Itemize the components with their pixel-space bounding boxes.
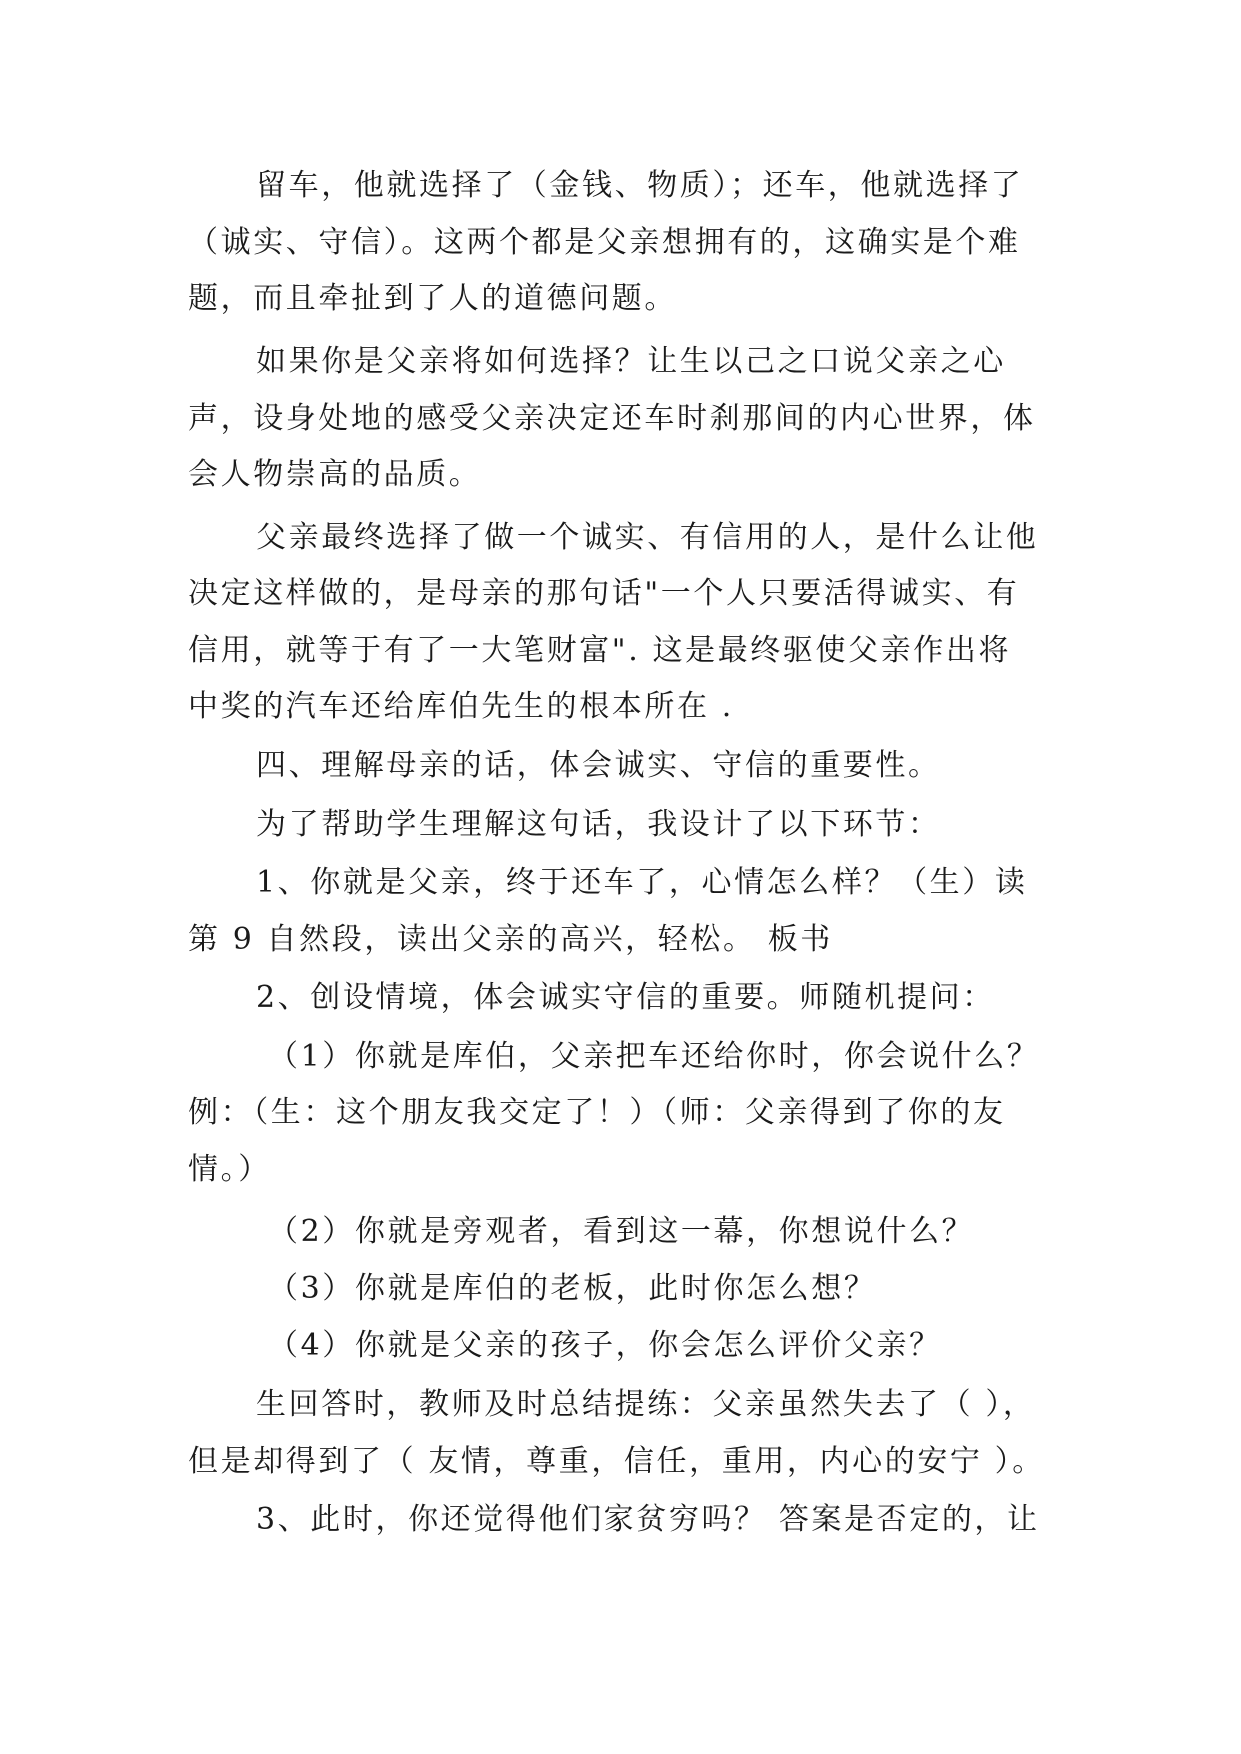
text-line: 中奖的汽车还给库伯先生的根本所在 . bbox=[188, 689, 734, 724]
text-line: （诚实、守信）。这两个都是父亲想拥有的，这确实是个难 bbox=[188, 225, 1021, 260]
list-item: （3）你就是库伯的老板，此时你怎么想？ bbox=[268, 1271, 877, 1306]
text-line: 决定这样做的，是母亲的那句话"一个人只要活得诚实、有 bbox=[188, 576, 1020, 611]
text-line: 如果你是父亲将如何选择？让生以己之口说父亲之心 bbox=[256, 344, 1006, 379]
list-item: （2）你就是旁观者，看到这一幕，你想说什么？ bbox=[268, 1214, 975, 1249]
section-heading: 四、理解母亲的话，体会诚实、守信的重要性。 bbox=[256, 748, 941, 783]
list-item: （4）你就是父亲的孩子，你会怎么评价父亲？ bbox=[268, 1328, 942, 1363]
text-line: 例：（生：这个朋友我交定了！）（师：父亲得到了你的友 bbox=[188, 1095, 1006, 1130]
text-line: 生回答时，教师及时总结提练：父亲虽然失去了（ ）， bbox=[256, 1387, 1036, 1422]
text-line: 声，设身处地的感受父亲决定还车时刹那间的内心世界，体 bbox=[188, 401, 1036, 436]
text-line: 情。） bbox=[188, 1152, 271, 1187]
text-line: 2、创设情境，体会诚实守信的重要。师随机提问： bbox=[256, 980, 995, 1015]
text-line: 会人物崇高的品质。 bbox=[188, 457, 482, 492]
text-line: 3、此时，你还觉得他们家贫穷吗？ 答案是否定的，让 bbox=[256, 1502, 1040, 1537]
list-item: （1）你就是库伯，父亲把车还给你时，你会说什么？ bbox=[268, 1039, 1040, 1074]
text-line: 第 9 自然段，读出父亲的高兴，轻松。 板书 bbox=[188, 922, 833, 957]
text-line: 父亲最终选择了做一个诚实、有信用的人，是什么让他 bbox=[256, 520, 1039, 555]
text-line: 题，而且牵扯到了人的道德问题。 bbox=[188, 281, 677, 316]
text-line: 为了帮助学生理解这句话，我设计了以下环节： bbox=[256, 807, 941, 842]
text-line: 但是却得到了（ 友情，尊重，信任，重用，内心的安宁 ）。 bbox=[188, 1444, 1045, 1479]
text-line: 1、你就是父亲，终于还车了，心情怎么样？（生）读 bbox=[256, 865, 1028, 900]
text-line: 信用，就等于有了一大笔财富". 这是最终驱使父亲作出将 bbox=[188, 633, 1012, 668]
text-line: 留车，他就选择了（金钱、物质）；还车，他就选择了 bbox=[256, 168, 1024, 203]
